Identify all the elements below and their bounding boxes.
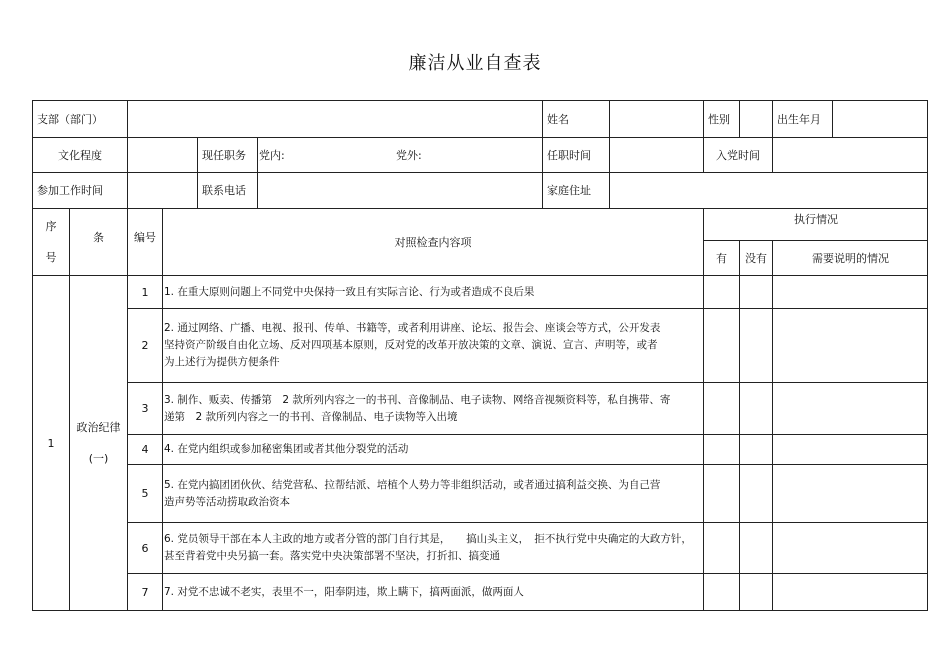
group-seq: 1 xyxy=(32,275,69,610)
item-note-cell[interactable] xyxy=(772,382,928,434)
work-start-value-cell[interactable] xyxy=(127,172,197,208)
item-text: 4. 在党内组织或参加秘密集团或者其他分裂党的活动 xyxy=(162,434,703,464)
item-text: 1. 在重大原则问题上不同党中央保持一致且有实际言论、行为或者造成不良后果 xyxy=(162,275,703,308)
birth-label: 出生年月 xyxy=(772,100,832,137)
branch-value-cell[interactable] xyxy=(127,100,542,137)
yes-header: 有 xyxy=(703,240,739,275)
table-right-border xyxy=(927,100,928,611)
item-number: 7 xyxy=(127,573,162,610)
item-text: 5. 在党内搞团团伙伙、结党营私、拉帮结派、培植个人势力等非组织活动，或者通过搞利益交换、为自己营造声势等活动捞取政治资本 xyxy=(162,464,703,522)
name-value-cell[interactable] xyxy=(609,100,703,137)
phone-label: 联系电话 xyxy=(197,172,257,208)
tenure-label: 任职时间 xyxy=(542,137,609,172)
position-label: 现任职务 xyxy=(197,137,257,172)
party-out-label: 党外: xyxy=(396,148,422,162)
seq-header-top: 序 xyxy=(45,220,57,233)
item-note-cell[interactable] xyxy=(772,308,928,382)
item-no-cell[interactable] xyxy=(739,464,772,522)
gender-value-cell[interactable] xyxy=(739,100,772,137)
number-header: 编号 xyxy=(127,208,162,275)
group-category-number: (一) xyxy=(88,452,109,465)
item-number: 4 xyxy=(127,434,162,464)
item-no-cell[interactable] xyxy=(739,573,772,610)
group-category-name: 政治纪律 xyxy=(76,421,121,434)
clause-header: 条 xyxy=(69,208,127,275)
education-label: 文化程度 xyxy=(32,137,127,172)
education-value-cell[interactable] xyxy=(127,137,197,172)
item-no-cell[interactable] xyxy=(739,308,772,382)
item-text: 2. 通过网络、广播、电视、报刊、传单、书籍等，或者利用讲座、论坛、报告会、座谈会等方式，公开发表坚持资产阶级自由化立场、反对四项基本原则，反对党的改革开放决策的文章、演说、宣言、声明等，或者为上述行为提供方便条件 xyxy=(162,308,703,382)
item-note-cell[interactable] xyxy=(772,522,928,573)
phone-value-cell[interactable] xyxy=(257,172,542,208)
item-no-cell[interactable] xyxy=(739,275,772,308)
position-value-cell[interactable] xyxy=(257,137,542,172)
item-yes-cell[interactable] xyxy=(703,275,739,308)
item-yes-cell[interactable] xyxy=(703,522,739,573)
item-no-cell[interactable] xyxy=(739,434,772,464)
content-header: 对照检查内容项 xyxy=(162,208,703,275)
item-note-cell[interactable] xyxy=(772,464,928,522)
item-number: 6 xyxy=(127,522,162,573)
item-yes-cell[interactable] xyxy=(703,382,739,434)
join-party-label: 入党时间 xyxy=(703,137,772,172)
item-note-cell[interactable] xyxy=(772,275,928,308)
execution-header: 执行情况 xyxy=(703,208,928,240)
item-yes-cell[interactable] xyxy=(703,573,739,610)
note-header: 需要说明的情况 xyxy=(772,240,928,275)
join-party-value-cell[interactable] xyxy=(772,137,928,172)
address-value-cell[interactable] xyxy=(609,172,928,208)
item-yes-cell[interactable] xyxy=(703,464,739,522)
group-category xyxy=(69,275,127,610)
item-number: 3 xyxy=(127,382,162,434)
item-text: 7. 对党不忠诚不老实，表里不一，阳奉阴违，欺上瞒下，搞两面派，做两面人 xyxy=(162,573,703,610)
item-text: 3. 制作、贩卖、传播第 2 款所列内容之一的书刊、音像制品、电子读物、网络音视频资料等，私自携带、寄递第 2 款所列内容之一的书刊、音像制品、电子读物等入出境 xyxy=(162,382,703,434)
item-yes-cell[interactable] xyxy=(703,434,739,464)
item-yes-cell[interactable] xyxy=(703,308,739,382)
item-number: 2 xyxy=(127,308,162,382)
branch-label: 支部（部门） xyxy=(32,100,127,137)
page-title: 廉洁从业自查表 xyxy=(408,53,542,74)
party-in-label: 党内: xyxy=(259,148,285,162)
tenure-value-cell[interactable] xyxy=(609,137,703,172)
table-bottom-border xyxy=(32,610,928,611)
gender-label: 性别 xyxy=(703,100,739,137)
seq-header xyxy=(32,208,69,275)
name-label: 姓名 xyxy=(542,100,609,137)
item-note-cell[interactable] xyxy=(772,573,928,610)
item-number: 5 xyxy=(127,464,162,522)
item-text: 6. 党员领导干部在本人主政的地方或者分管的部门自行其是， 搞山头主义， 拒不执行党中央确定的大政方针，甚至背着党中央另搞一套。落实党中央决策部署不坚决，打折扣、搞变通 xyxy=(162,522,703,573)
birth-value-cell[interactable] xyxy=(832,100,928,137)
seq-header-bottom: 号 xyxy=(45,251,57,264)
item-number: 1 xyxy=(127,275,162,308)
item-no-cell[interactable] xyxy=(739,522,772,573)
no-header: 没有 xyxy=(739,240,772,275)
work-start-label: 参加工作时间 xyxy=(32,172,127,208)
item-note-cell[interactable] xyxy=(772,434,928,464)
item-no-cell[interactable] xyxy=(739,382,772,434)
address-label: 家庭住址 xyxy=(542,172,609,208)
